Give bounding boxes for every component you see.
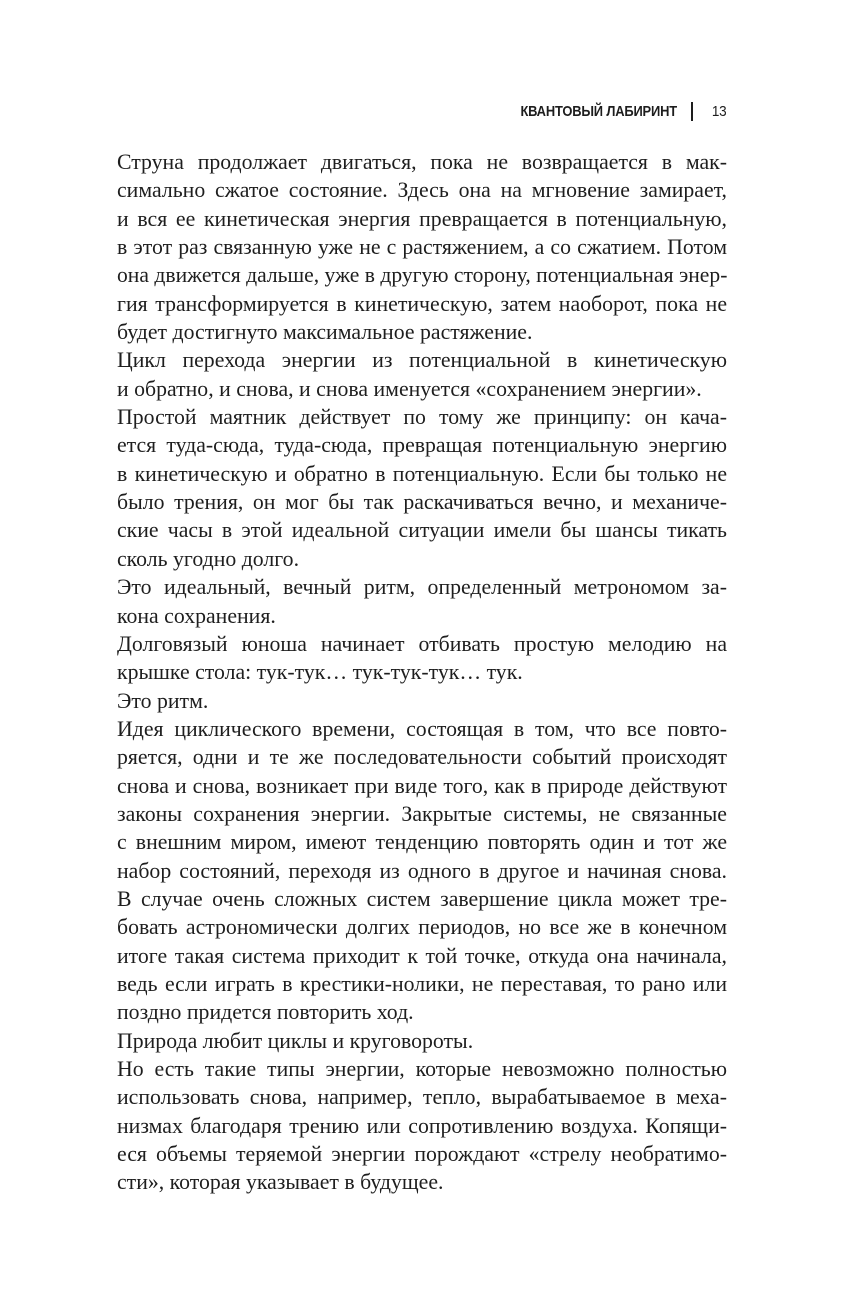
- text-line: Это ритм.: [117, 688, 209, 713]
- text-line: снова и снова, возникает при виде того, как в природе действуют: [117, 773, 727, 798]
- paragraph: [117, 346, 727, 403]
- text-line: гия трансформируется в кинетическую, затем наоборот, пока не: [117, 291, 727, 316]
- text-line: Долговязый юноша начинает отбивать простую мелодию на: [117, 631, 727, 656]
- paragraph: [117, 148, 727, 346]
- text-line: в этот раз связанную уже не с растяжением, а со сжатием. Потом: [117, 235, 727, 260]
- text-line: использовать снова, например, тепло, вырабатываемое в меха-: [117, 1085, 727, 1110]
- text-line: Идея циклического времени, состоящая в том, что все повто-: [117, 716, 727, 741]
- text-line: ведь если играть в крестики-нолики, не переставая, то рано или: [117, 971, 727, 996]
- text-line: бовать астрономически долгих периодов, но все же в конечном: [117, 915, 727, 940]
- text-line: Простой маятник действует по тому же принципу: он кача-: [117, 405, 727, 430]
- page-number: 13: [711, 102, 727, 120]
- text-line: Струна продолжает двигаться, пока не возвращается в мак-: [117, 150, 727, 174]
- text-line: еся объемы теряемой энергии порождают «стрелу необратимо-: [117, 1142, 727, 1167]
- header-separator: [691, 102, 693, 121]
- text-line: Это идеальный, вечный ритм, определенный метрономом за-: [117, 575, 727, 600]
- text-line: будет достигнуто максимальное растяжение.: [117, 320, 533, 345]
- paragraph: [117, 630, 727, 687]
- text-line: итоге такая система приходит к той точке, откуда она начинала,: [117, 943, 727, 968]
- text-line: было трения, он мог бы так раскачиваться вечно, и механиче-: [117, 490, 727, 515]
- text-line: сколь угодно долго.: [117, 546, 300, 571]
- text-line: набор состояний, переходя из одного в другое и начиная снова.: [117, 858, 727, 883]
- text-line: Но есть такие типы энергии, которые невозможно полностью: [117, 1057, 727, 1081]
- text-line: ские часы в этой идеальной ситуации имели бы шансы тикать: [117, 518, 727, 543]
- text-line: ется туда-сюда, туда-сюда, превращая потенциальную энергию: [117, 433, 727, 458]
- running-header: [495, 101, 727, 121]
- paragraph: [117, 1055, 727, 1197]
- text-line: Цикл перехода энергии из потенциальной в кинетическую: [117, 348, 727, 373]
- text-line: в кинетическую и обратно в потенциальную. Если бы только не: [117, 461, 727, 486]
- text-line: В случае очень сложных систем завершение цикла может тре-: [117, 886, 727, 911]
- paragraph: [117, 715, 727, 1027]
- text-line: законы сохранения энергии. Закрытые системы, не связанные: [117, 801, 727, 826]
- text-line: низмах благодаря трению или сопротивлению воздуха. Копящи-: [117, 1113, 727, 1138]
- text-line: крышке стола: тук-тук… тук-тук-тук… тук.: [117, 660, 523, 685]
- text-line: Природа любит циклы и круговороты.: [117, 1028, 474, 1053]
- paragraph: [117, 687, 727, 715]
- paragraph: [117, 573, 727, 630]
- text-line: она движется дальше, уже в другую сторону, потенциальная энер-: [117, 263, 728, 288]
- text-line: симально сжатое состояние. Здесь она на мгновение замирает,: [117, 178, 727, 203]
- body-text: [117, 148, 727, 1197]
- book-title: КВАНТОВЫЙ ЛАБИРИНТ: [520, 102, 678, 120]
- text-line: с внешним миром, имеют тенденцию повторять один и тот же: [117, 830, 727, 855]
- text-line: ряется, одни и те же последовательности событий происходят: [117, 745, 727, 770]
- text-line: сти», которая указывает в будущее.: [117, 1170, 444, 1195]
- text-line: кона сохранения.: [117, 603, 276, 628]
- text-line: и вся ее кинетическая энергия превращается в потенциальную,: [117, 206, 727, 231]
- paragraph: [117, 1027, 727, 1055]
- text-line: поздно придется повторить ход.: [117, 1000, 414, 1025]
- text-line: и обратно, и снова, и снова именуется «сохранением энергии».: [117, 376, 702, 401]
- paragraph: [117, 403, 727, 573]
